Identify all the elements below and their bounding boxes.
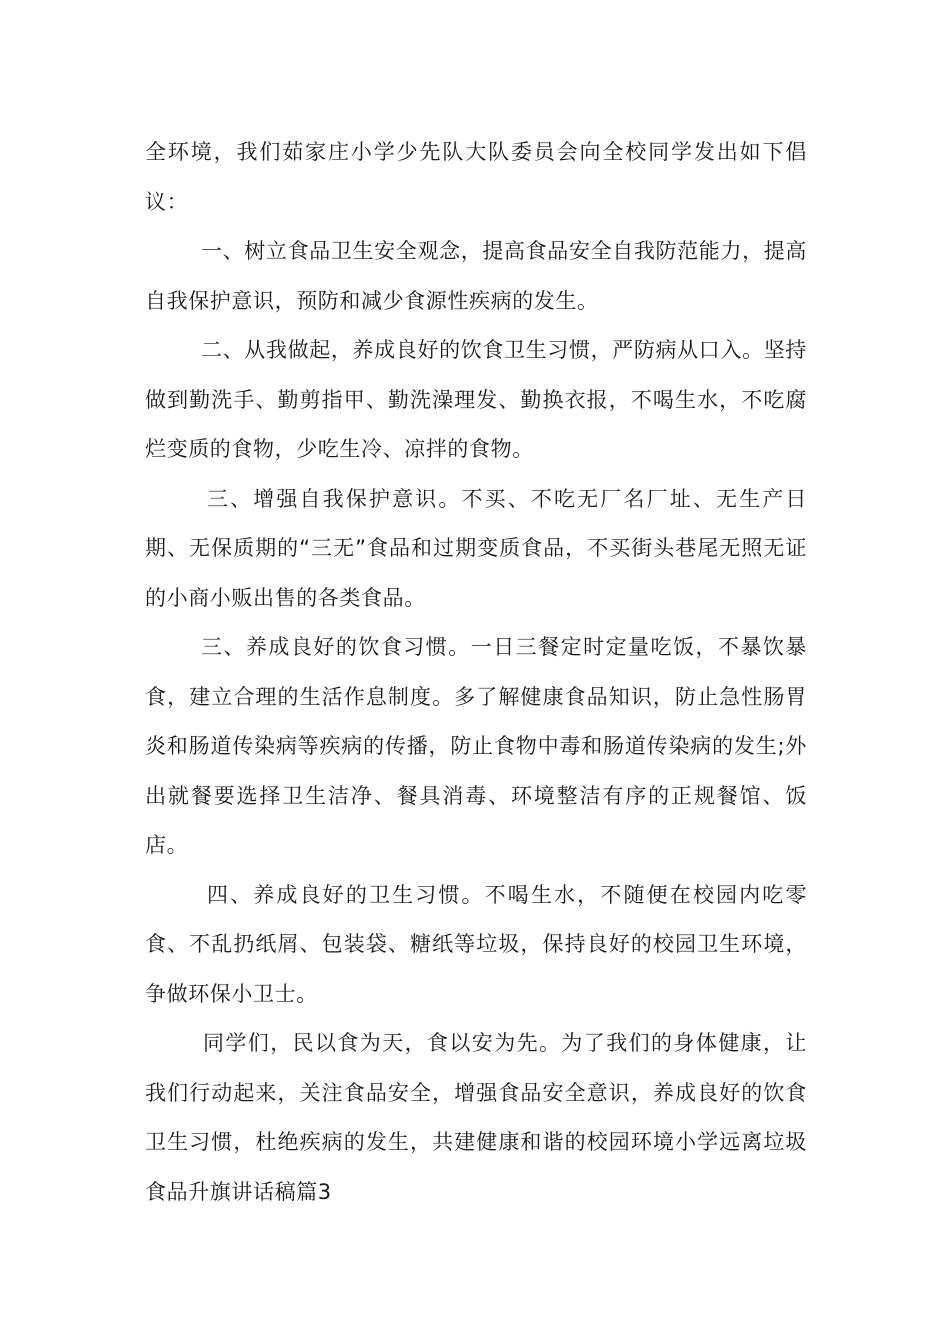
document-body	[145, 128, 807, 1217]
paragraph-point-three-a: 三、增强自我保护意识。不买、不吃无厂名厂址、无生产日期、无保质期的“三无”食品和过期变质食品，不买街头巷尾无照无证的小商小贩出售的各类食品。	[145, 486, 807, 610]
paragraph-closing: 同学们，民以食为天，食以安为先。为了我们的身体健康，让我们行动起来，关注食品安全，增强食品安全意识，养成良好的饮食卫生习惯，杜绝疾病的发生，共建健康和谐的校园环境小学远离垃圾食品升旗讲话稿篇3	[145, 1031, 807, 1204]
paragraph-point-three-b: 三、养成良好的饮食习惯。一日三餐定时定量吃饭，不暴饮暴食，建立合理的生活作息制度。多了解健康食品知识，防止急性肠胃炎和肠道传染病等疾病的传播，防止食物中毒和肠道传染病的发生;外出就餐要选择卫生洁净、餐具消毒、环境整洁有序的正规餐馆、饭店。	[145, 635, 807, 857]
paragraph-point-two: 二、从我做起，养成良好的饮食卫生习惯，严防病从口入。坚持做到勤洗手、勤剪指甲、勤洗澡理发、勤换衣报，不喝生水，不吃腐烂变质的食物，少吃生冷、凉拌的食物。	[145, 338, 807, 461]
paragraph-proposal-intro: 全环境，我们茹家庄小学少先队大队委员会向全校同学发出如下倡议：	[145, 140, 807, 214]
paragraph-point-one: 一、树立食品卫生安全观念，提高食品安全自我防范能力，提高自我保护意识，预防和减少食源性疾病的发生。	[145, 239, 807, 313]
paragraph-point-four: 四、养成良好的卫生习惯。不喝生水，不随便在校园内吃零食、不乱扔纸屑、包装袋、糖纸等垃圾，保持良好的校园卫生环境，争做环保小卫士。	[145, 882, 807, 1006]
